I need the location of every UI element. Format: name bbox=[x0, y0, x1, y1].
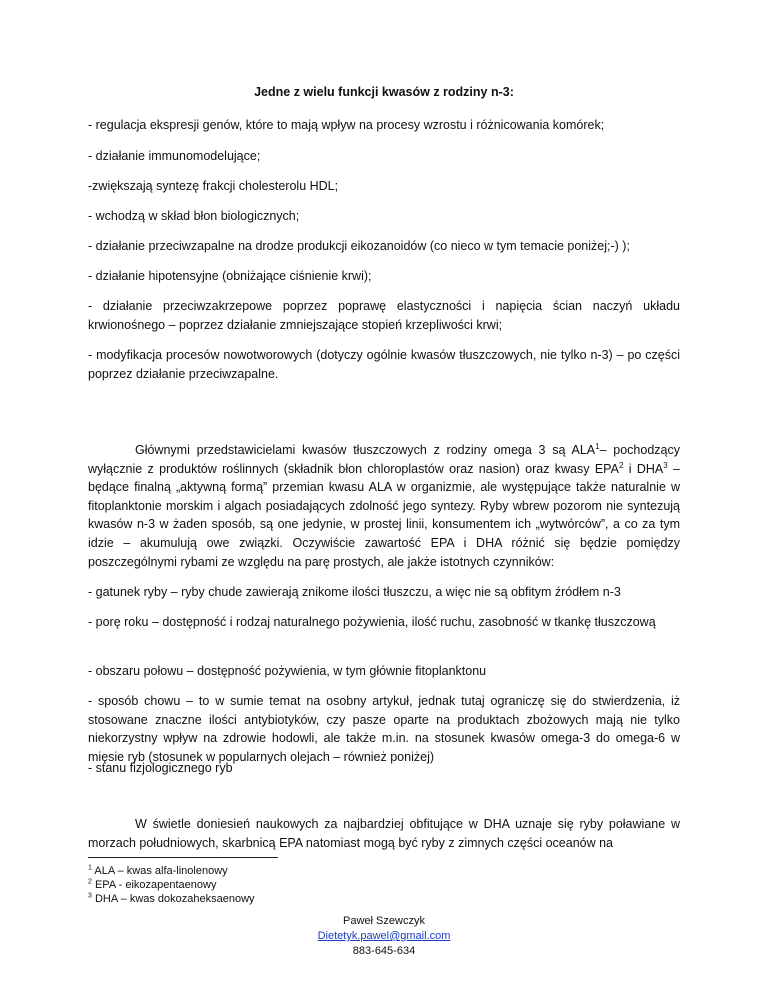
list-item: - działanie hipotensyjne (obniżające ciśnienie krwi); bbox=[88, 269, 372, 283]
footnote-number: 2 bbox=[88, 878, 92, 886]
list-item: -zwiększają syntezę frakcji cholesterolu HDL; bbox=[88, 179, 339, 193]
footnote-ref: 3 bbox=[663, 460, 668, 470]
footnote-text: ALA – kwas alfa-linolenowy bbox=[94, 865, 228, 877]
footnote-separator bbox=[88, 857, 278, 858]
footnote-number: 1 bbox=[88, 864, 92, 872]
footnote bbox=[88, 893, 255, 906]
paragraph bbox=[88, 815, 680, 852]
section-title: Jedne z wielu funkcji kwasów z rodziny n-3: bbox=[254, 85, 514, 99]
footer-author: Paweł Szewczyk bbox=[343, 915, 425, 927]
footnote bbox=[88, 879, 216, 892]
footnote-ref: 1 bbox=[595, 441, 600, 451]
footnote-ref: 2 bbox=[618, 460, 624, 470]
list-item: - stanu fizjologicznego ryb bbox=[88, 761, 233, 775]
paragraph-text: – będące finalną „aktywną formą” przemian kwasu ALA w organizmie, ale występujące także naturalnie w fitoplanktonie morskim i algach posiadających zdolność jego syntezy. Ryby wbrew pozorom nie syntezują kwasów n-3 w żaden sposób, są one jedynie, w prostej linii, konsumentem ich „wytwórców”, a co za tym idzie – akumulują owe związki. Oczywiście zawartość EPA i DHA różnić się będzie pomiędzy poszczególnymi rybami ze względu na parę prostych, ale jakże istotnych czynników: bbox=[88, 461, 680, 569]
list-item: - regulacja ekspresji genów, które to mają wpływ na procesy wzrostu i różnicowania komórek; bbox=[88, 118, 605, 132]
paragraph bbox=[88, 441, 680, 571]
list-item: - działanie immunomodelujące; bbox=[88, 149, 261, 163]
footer-phone: 883-645-634 bbox=[352, 945, 416, 957]
footer-email-link[interactable]: Dietetyk.pawel@gmail.com bbox=[317, 930, 451, 942]
paragraph-text: – pochodzący wyłącznie z produktów roślinnych (składnik błon chloroplastów oraz nasion) oraz kwasy EPA bbox=[88, 443, 680, 476]
footer-email-row bbox=[0, 929, 768, 944]
list-item: - sposób chowu – to w sumie temat na osobny artykuł, jednak tutaj ograniczę się do stwierdzenia, iż stosowane znaczne ilości antybiotyków, czy pasze oparte na produktach zbożowych mają nie tylko niekorzystny wpływ na zdrowie hodowli, ale także m.in. na stosunek kwasów omega-3 do omega-6 w mięsie ryb (stosunek w popularnych olejach – również poniżej) bbox=[88, 694, 680, 764]
paragraph-text: W świetle doniesień naukowych za najbardziej obfitujące w DHA uznaje się ryby poławiane w morzach południowych, skarbnicą EPA natomiast mogą być ryby z zimnych części oceanów na bbox=[88, 817, 680, 850]
list-item: - modyfikacja procesów nowotworowych (dotyczy ogólnie kwasów tłuszczowych, nie tylko n-3) – po części poprzez działanie przeciwzapalne. bbox=[88, 348, 680, 381]
list-item: - działanie przeciwzapalne na drodze produkcji eikozanoidów (co nieco w tym temacie poniżej;-) ); bbox=[88, 239, 630, 253]
list-item: - wchodzą w skład błon biologicznych; bbox=[88, 209, 300, 223]
list-item: - działanie przeciwzakrzepowe poprzez poprawę elastyczności i napięcia ścian naczyń układu krwionośnego – poprzez działanie zmniejszające stopień krzepliwości krwi; bbox=[88, 299, 680, 332]
list-item: - porę roku – dostępność i rodzaj naturalnego pożywienia, ilość ruchu, zasobność w tkankę tłuszczową bbox=[88, 615, 656, 629]
footnote bbox=[88, 865, 228, 878]
list-item: - gatunek ryby – ryby chude zawierają znikome ilości tłuszczu, a więc nie są obfitym źródłem n-3 bbox=[88, 585, 621, 599]
list-item: - obszaru połowu – dostępność pożywienia, w tym głównie fitoplanktonu bbox=[88, 664, 487, 678]
footnote-number: 3 bbox=[88, 892, 92, 900]
footnote-text: DHA – kwas dokozaheksaenowy bbox=[94, 893, 255, 905]
footnote-text: EPA - eikozapentaenowy bbox=[94, 879, 217, 891]
paragraph-text: Głównymi przedstawicielami kwasów tłuszczowych z rodziny omega 3 są ALA bbox=[135, 443, 596, 457]
paragraph-text: i DHA bbox=[623, 461, 664, 476]
